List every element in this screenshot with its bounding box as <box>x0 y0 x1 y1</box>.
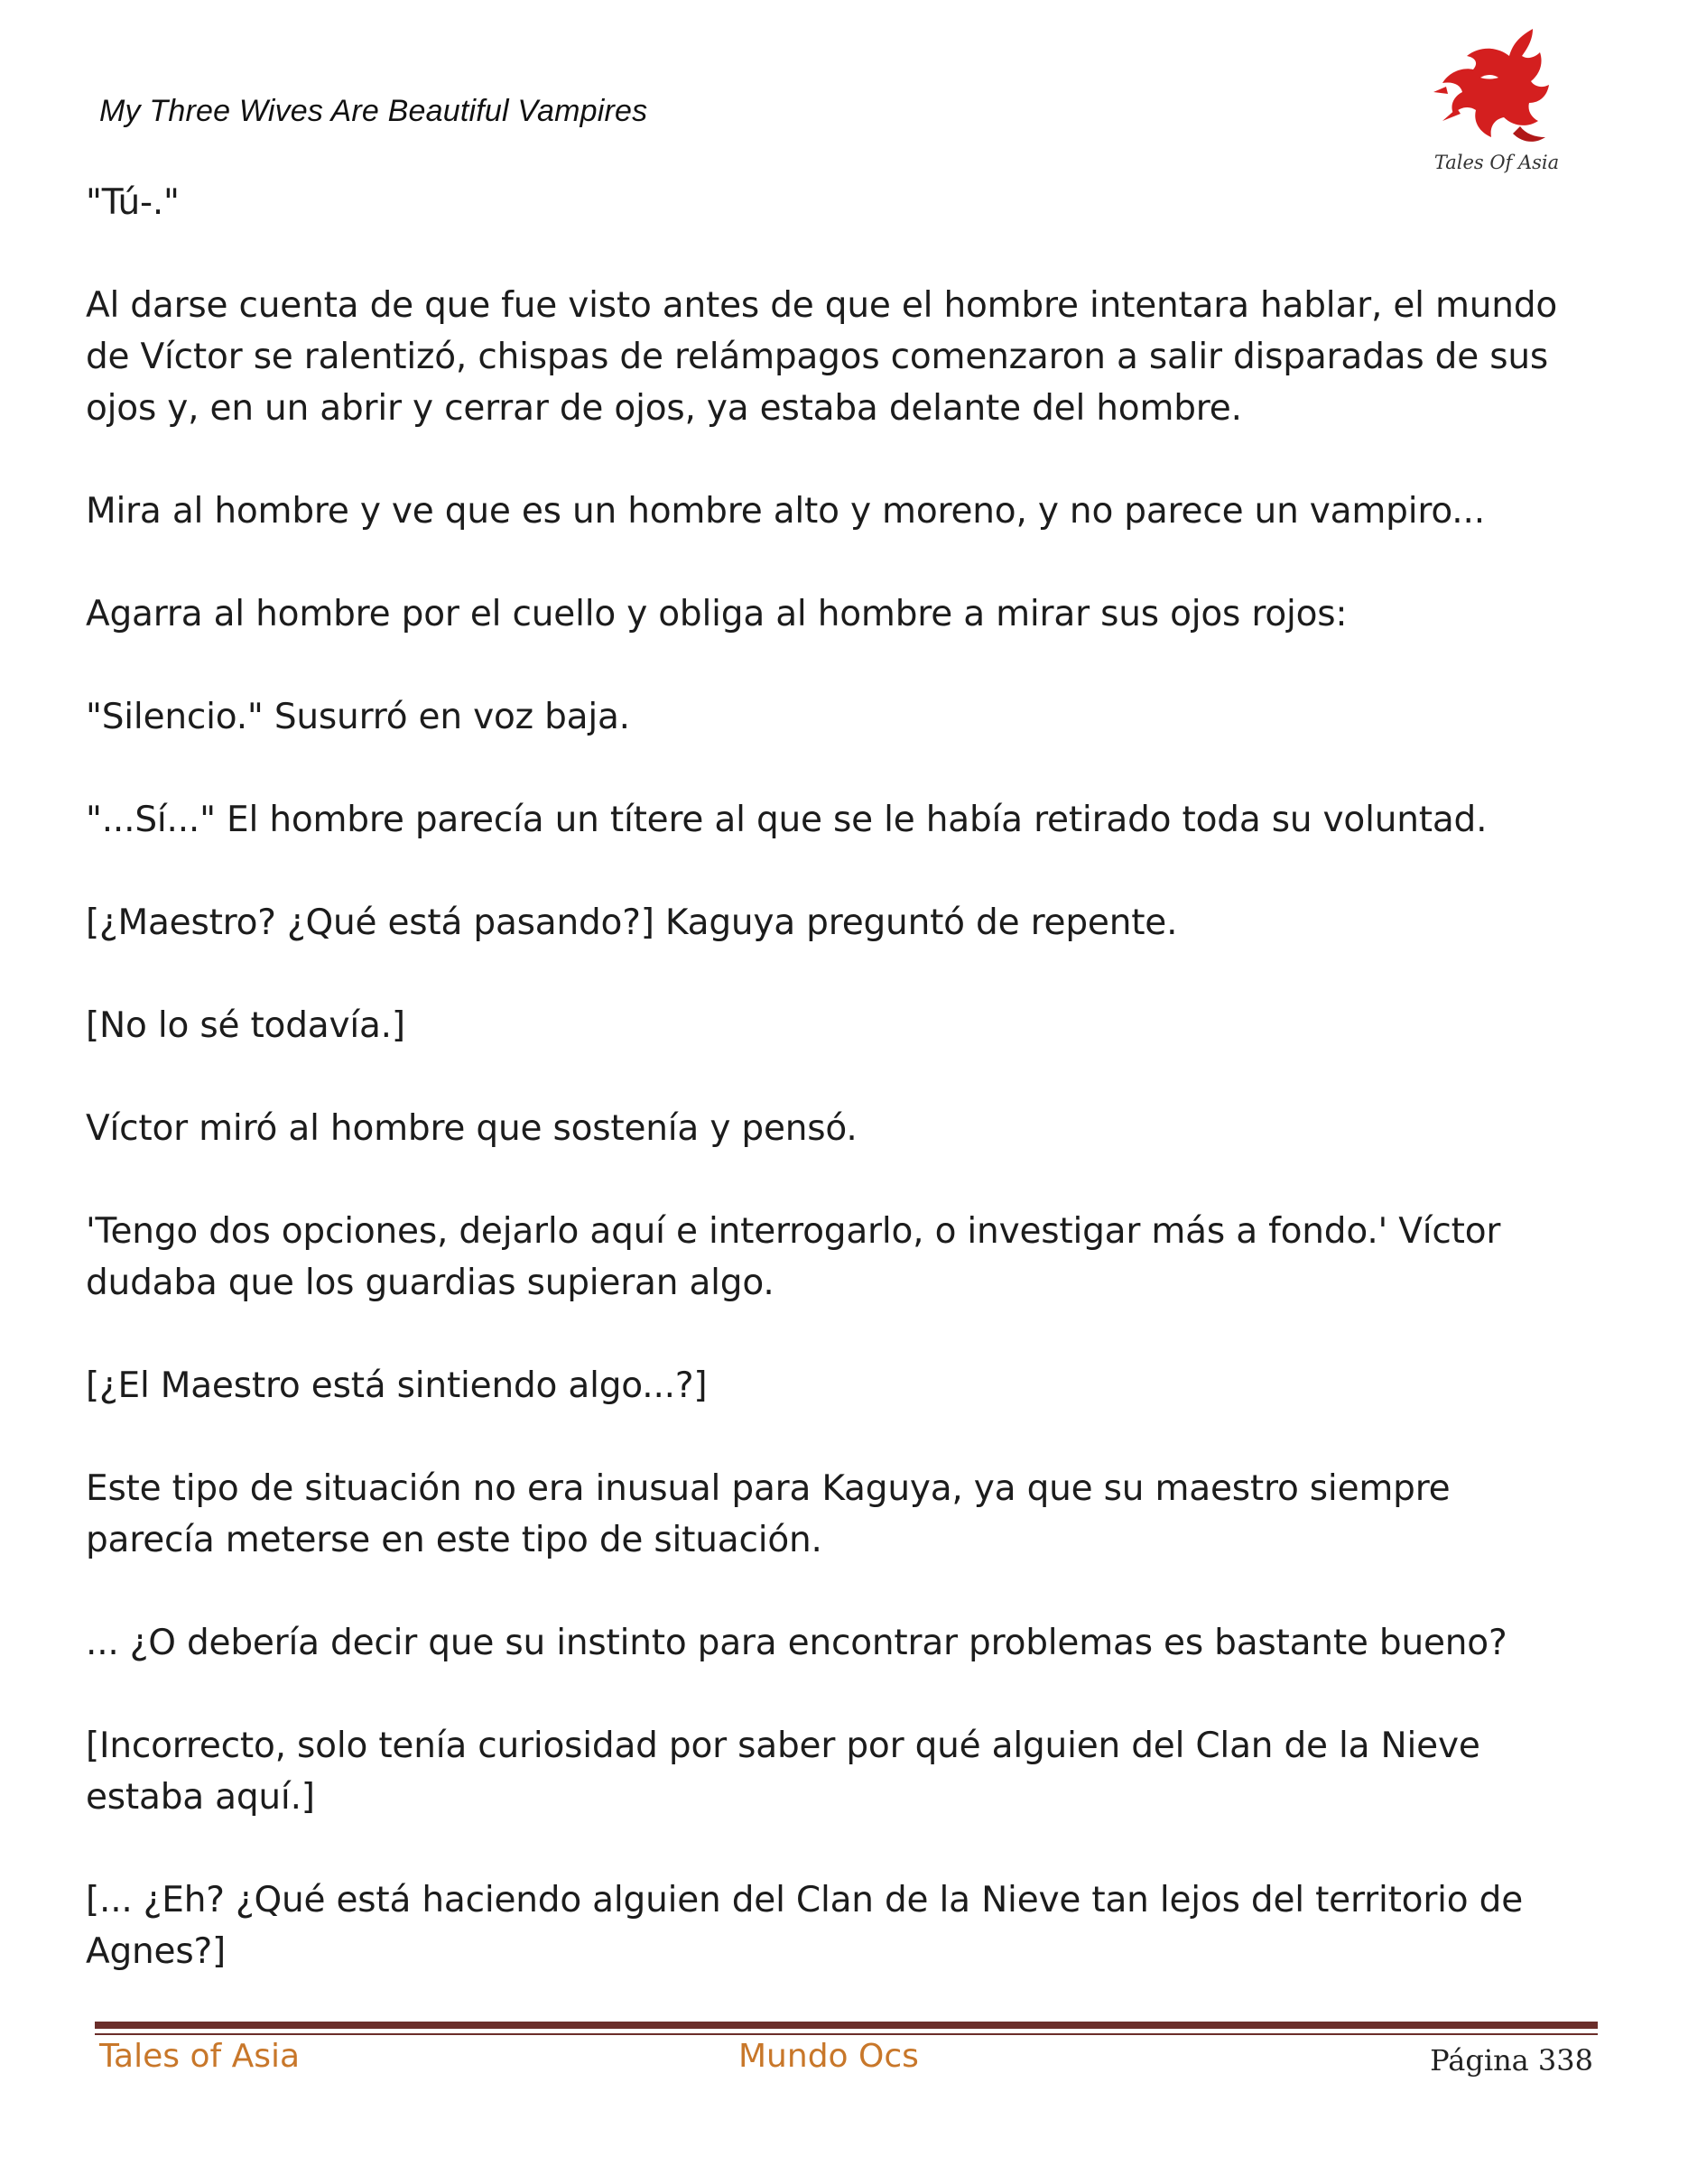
document-header-title: My Three Wives Are Beautiful Vampires <box>99 94 648 128</box>
footer-divider <box>95 2022 1598 2029</box>
document-body <box>86 177 1584 2029</box>
footer-publisher: Tales of Asia <box>99 2038 301 2075</box>
paragraph: Este tipo de situación no era inusual para Kaguya, ya que su maestro siempre parecía meterse en este tipo de situación. <box>86 1468 1451 1560</box>
footer-section: Mundo Ocs <box>738 2038 919 2075</box>
paragraph: [¿Maestro? ¿Qué está pasando?] Kaguya preguntó de repente. <box>86 902 1178 943</box>
logo-caption: Tales Of Asia <box>1433 152 1560 173</box>
page-number: Página 338 <box>1430 2043 1593 2078</box>
paragraph: "Tú-." <box>86 182 180 223</box>
paragraph: "Silencio." Susurró en voz baja. <box>86 697 630 737</box>
paragraph: [No lo sé todavía.] <box>86 1005 405 1046</box>
paragraph: Agarra al hombre por el cuello y obliga al hombre a mirar sus ojos rojos: <box>86 594 1348 634</box>
paragraph: "...Sí..." El hombre parecía un títere al que se le había retirado toda su voluntad. <box>86 800 1488 840</box>
paragraph: [... ¿Eh? ¿Qué está haciendo alguien del Clan de la Nieve tan lejos del territorio de Agnes?] <box>86 1880 1524 1972</box>
paragraph: 'Tengo dos opciones, dejarlo aquí e interrogarlo, o investigar más a fondo.' Víctor dudaba que los guardias supieran algo. <box>86 1211 1501 1303</box>
paragraph: Al darse cuenta de que fue visto antes de que el hombre intentara hablar, el mundo de Víctor se ralentizó, chispas de relámpagos comenzaron a salir disparadas de sus ojos y, en un abrir y cerrar de ojos, ya estaba delante del hombre. <box>86 285 1558 429</box>
paragraph: [Incorrecto, solo tenía curiosidad por saber por qué alguien del Clan de la Nieve estaba aquí.] <box>86 1726 1480 1818</box>
paragraph: Mira al hombre y ve que es un hombre alto y moreno, y no parece un vampiro... <box>86 491 1485 532</box>
paragraph: Víctor miró al hombre que sostenía y pensó. <box>86 1108 858 1149</box>
paragraph: ... ¿O debería decir que su instinto para encontrar problemas es bastante bueno? <box>86 1623 1507 1663</box>
footer-divider-thin <box>95 2033 1598 2035</box>
paragraph: [¿El Maestro está sintiendo algo...?] <box>86 1365 708 1406</box>
